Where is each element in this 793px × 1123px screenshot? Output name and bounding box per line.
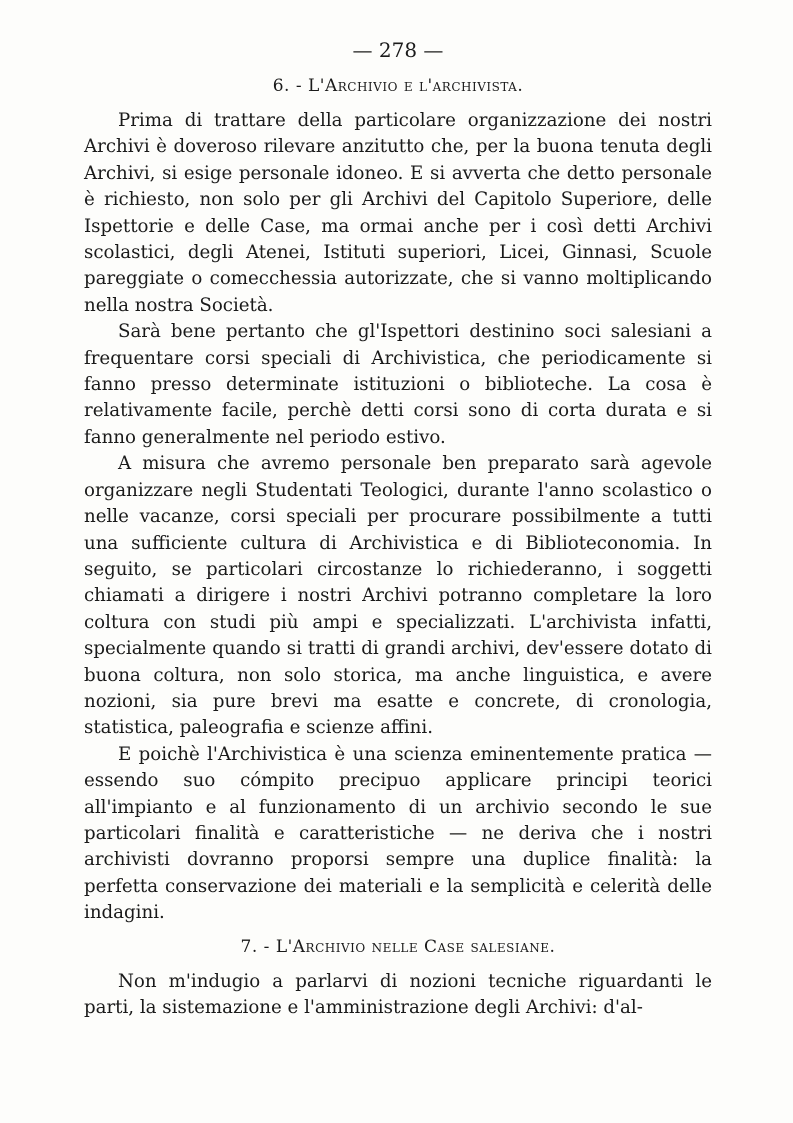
paragraph: Non m'indugio a parlarvi di nozioni tecniche riguardanti le parti, la sistemazione e l'amministrazione degli Archivi: d'al- <box>84 970 712 1018</box>
page-number: — 278 — <box>352 38 444 62</box>
paragraph: Sarà bene pertanto che gl'Ispettori destinino soci salesiani a frequentare corsi speciali di Archivistica, che periodicamente si fanno presso determinate istituzioni o biblioteche. La cosa è relativamente facile, perchè detti corsi sono di corta durata e si fanno generalmente nel periodo estivo. <box>84 321 712 448</box>
section-title-7: 7. - L'Archivio nelle Case salesiane. <box>240 936 556 957</box>
section-title-6: 6. - L'Archivio e l'archivista. <box>272 76 524 96</box>
paragraph: A misura che avremo personale ben preparato sarà agevole organizzare negli Studentati Teologici, durante l'anno scolastico o nelle vacanze, corsi speciali per procurare possibilmente a tutti una sufficiente cultura di Archivistica e di Biblioteconomia. In seguito, se particolari circostanze lo richiederanno, i soggetti chiamati a dirigere i nostri Archivi potranno completare la loro coltura con studi più ampi e specializzati. L'archivista infatti, specialmente quando si tratti di grandi archivi, dev'essere dotato di buona coltura, non solo storica, ma anche linguistica, e avere nozioni, sia pure brevi ma esatte e concrete, di cronologia, statistica, paleografia e scienze affini. <box>84 453 712 739</box>
document-page <box>84 30 712 1021</box>
paragraph: E poichè l'Archivistica è una scienza eminentemente pratica — essendo suo cómpito precipuo applicare principi teorici all'impianto e al funzionamento di un archivio secondo le sue particolari finalità e caratteristiche — ne deriva che i nostri archivisti dovranno proporsi sempre una duplice finalità: la perfetta conservazione dei materiali e la semplicità e celerità delle indagini. <box>84 743 712 924</box>
paragraph: Prima di trattare della particolare organizzazione dei nostri Archivi è doveroso rilevare anzitutto che, per la buona tenuta degli Archivi, si esige personale idoneo. E si avverta che detto personale è richiesto, non solo per gli Archivi del Capitolo Superiore, delle Ispettorie e delle Case, ma ormai anche per i così detti Archivi scolastici, degli Atenei, Istituti superiori, Licei, Ginnasi, Scuole pareggiate o comecchessia autorizzate, che si vanno moltiplicando nella nostra Società. <box>84 110 712 316</box>
